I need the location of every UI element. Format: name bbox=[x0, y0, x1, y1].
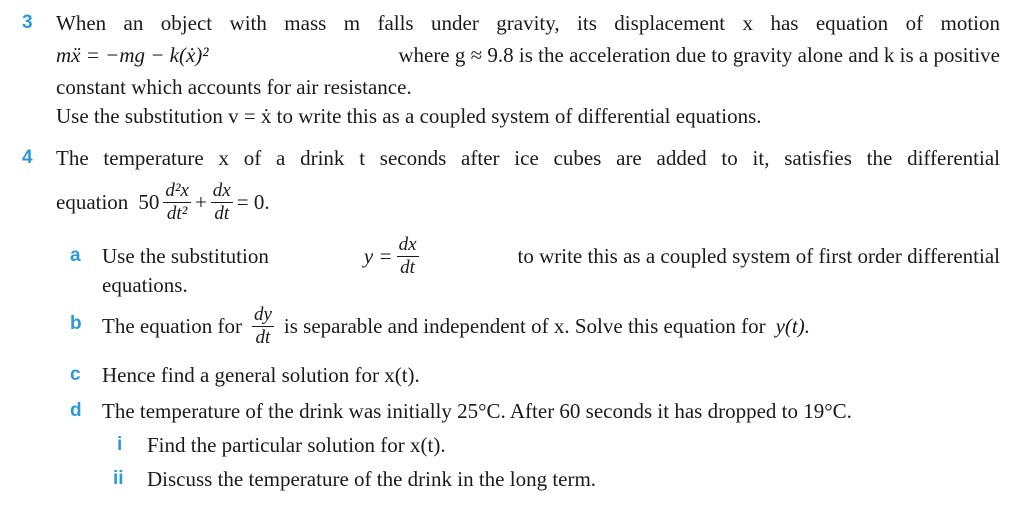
q3-equation: mẍ = −mg − k(ẋ)² bbox=[56, 43, 209, 67]
q4-line-1: The temperature x of a drink t seconds after ice cubes are added to it, satisfies the differential bbox=[56, 146, 1000, 170]
question-number-3: 3 bbox=[22, 12, 33, 33]
part-b-text-before: The equation for bbox=[102, 314, 242, 338]
subpart-ii-label: ii bbox=[113, 468, 124, 489]
part-d-label: d bbox=[70, 400, 82, 421]
subpart-i-line: Find the particular solution for x(t). bbox=[147, 433, 446, 457]
part-a-var: y = bbox=[363, 244, 393, 268]
part-a-text-after: to write this as a coupled system of first order differential bbox=[517, 244, 1000, 268]
part-b-frac-den: dt bbox=[255, 326, 271, 348]
q3-line-4: Use the substitution v = ẋ to write this as a coupled system of differential equations. bbox=[56, 104, 762, 128]
q4-eq-second-derivative bbox=[163, 181, 191, 224]
q4-eq-plus: + bbox=[194, 190, 207, 214]
part-b-frac-num: dy bbox=[253, 303, 272, 325]
part-b-fraction bbox=[252, 305, 274, 348]
q4-equation-line bbox=[56, 178, 270, 226]
q3-line-1: When an object with mass m falls under gravity, its displacement x has equation of motion bbox=[56, 11, 1000, 35]
question-number-4: 4 bbox=[22, 147, 33, 168]
q3-line-2 bbox=[56, 42, 1000, 68]
q4-eq-coefficient: 50 bbox=[138, 190, 160, 214]
part-a-line-2: equations. bbox=[102, 273, 188, 297]
subpart-i-label: i bbox=[117, 434, 123, 455]
q4-eq-frac2-num: dx bbox=[212, 179, 231, 201]
part-a-frac-num: dx bbox=[398, 233, 417, 255]
part-a-frac-den: dt bbox=[400, 256, 415, 278]
q4-equation-prefix: equation bbox=[56, 190, 129, 214]
part-a-line-1 bbox=[102, 230, 1000, 282]
q3-line-3: constant which accounts for air resistance. bbox=[56, 75, 412, 99]
q4-eq-frac2-den: dt bbox=[214, 202, 230, 224]
part-b-text-after: is separable and independent of x. Solve this equation for bbox=[283, 314, 766, 338]
part-b-text-end: y(t). bbox=[775, 314, 811, 338]
part-b-line bbox=[102, 300, 810, 352]
part-a-fraction bbox=[397, 235, 419, 278]
q3-line-2-rest: where g ≈ 9.8 is the acceleration due to gravity alone and k is a positive bbox=[398, 43, 1000, 67]
part-d-line: The temperature of the drink was initially 25°C. After 60 seconds it has dropped to 19°C. bbox=[102, 399, 852, 423]
q4-eq-tail: = 0. bbox=[236, 190, 270, 214]
part-c-label: c bbox=[70, 364, 81, 385]
subpart-ii-line: Discuss the temperature of the drink in the long term. bbox=[147, 467, 597, 491]
part-c-line: Hence find a general solution for x(t). bbox=[102, 363, 420, 387]
part-a-label: a bbox=[70, 245, 81, 266]
q4-eq-frac1-num: d²x bbox=[165, 179, 189, 201]
part-a-text-before: Use the substitution bbox=[102, 244, 269, 268]
part-b-label: b bbox=[70, 313, 82, 334]
q4-eq-frac1-den: dt² bbox=[166, 202, 188, 224]
q4-eq-first-derivative bbox=[211, 181, 233, 224]
